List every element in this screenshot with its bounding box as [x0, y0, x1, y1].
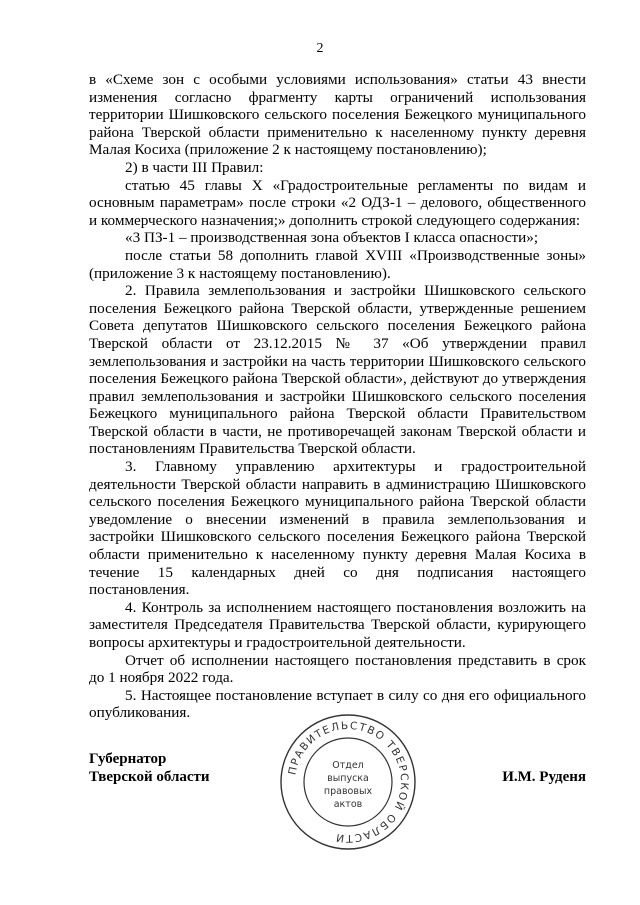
signer-title-line2: Тверской области: [89, 769, 210, 785]
paragraph-5: после статьи 58 дополнить главой XVIII «Производственные зоны» (приложение 3 к настоящему постановлению).: [89, 246, 586, 282]
paragraph-9: Отчет об исполнении настоящего постановления представить в срок до 1 ноября 2022 года.: [89, 651, 586, 687]
paragraph-6: 2. Правила землепользования и застройки Шишковского сельского поселения Бежецкого района Тверской области, утвержденные решением Совета депутатов Шишковского сельского поселения Бежецкого района Тверской области от 23.12.2015 № 37 «Об утверждении правил землепользования и застройки на часть территории Шишковского сельского поселения Бежецкого района Тверской области», действуют до утверждения правил землепользования и застройки Шишковского сельского поселения Бежецкого муниципального района Тверской области Правительством Тверской области в части, не противоречащей законам Тверской области и постановлениям Правительства Тверской области.: [89, 282, 586, 458]
signer-title: [89, 750, 210, 786]
document-body: [89, 71, 586, 722]
paragraph-7: 3. Главному управлению архитектуры и градостроительной деятельности Тверской области направить в администрацию Шишковского сельского поселения Бежецкого муниципального района Тверской области уведомление о внесении изменений в правила землепользования и застройки Шишковского сельского поселения Бежецкого района Тверской области применительно к населенному пункту деревня Малая Косиха в течение 15 календарных дней со дня подписания настоящего постановления.: [89, 458, 586, 599]
paragraph-2: 2) в части III Правил:: [125, 158, 264, 176]
stamp-line-2: выпуска: [327, 773, 369, 784]
stamp-line-3: правовых: [323, 786, 373, 797]
official-stamp: [278, 712, 418, 852]
paragraph-3: статью 45 главы X «Градостроительные регламенты по видам и основным параметрам» после строки «2 ОДЗ-1 – делового, общественного и коммерческого назначения;» дополнить строкой следующего содержания:: [89, 176, 586, 229]
stamp-ring-text: ПРАВИТЕЛЬСТВО ТВЕРСКОЙ ОБЛАСТИ: [286, 719, 411, 845]
stamp-line-1: Отдел: [332, 760, 364, 771]
signer-title-line1: Губернатор: [89, 751, 167, 767]
page-number: 2: [316, 41, 324, 56]
signer-name: И.М. Руденя: [502, 769, 586, 785]
paragraph-1: в «Схеме зон с особыми условиями использования» статьи 43 внести изменения согласно фрагменту карты ограничений использования территории Шишковского сельского поселения Бежецкого муниципального района Тверской области применительно к населенному пункту деревня Малая Косиха (приложение 2 к настоящему постановлению);: [89, 71, 586, 159]
stamp-line-4: актов: [333, 799, 363, 810]
paragraph-8: 4. Контроль за исполнением настоящего постановления возложить на заместителя Председателя Правительства Тверской области, курирующего вопросы архитектуры и градостроительной деятельности.: [89, 598, 586, 651]
paragraph-4: «3 ПЗ-1 – производственная зона объектов I класса опасности»;: [125, 229, 539, 247]
paragraph-10: 5. Настоящее постановление вступает в силу со дня его официального опубликования.: [89, 686, 586, 722]
